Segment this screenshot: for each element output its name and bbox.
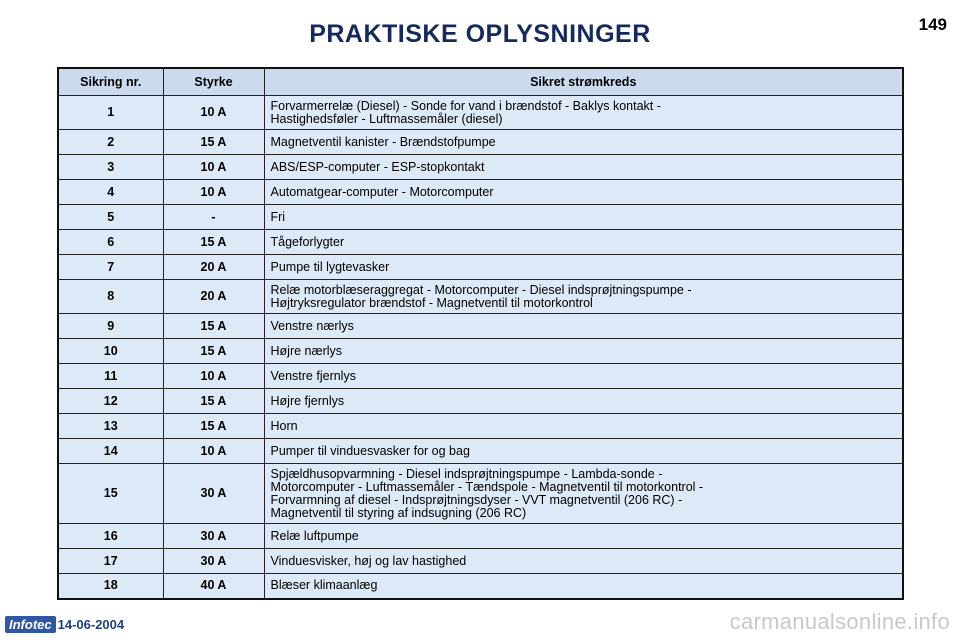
fuse-number-cell: 14 [58,439,163,464]
table-row [58,414,903,439]
circuit-cell [264,439,903,464]
fuse-number-cell: 3 [58,155,163,180]
table-row [58,180,903,205]
table-row [58,439,903,464]
fuse-number-cell: 4 [58,180,163,205]
circuit-cell [264,280,903,314]
circuit-cell [264,205,903,230]
circuit-line: Motorcomputer - Luftmassemåler - Tændspole - Magnetventil til motorkontrol - [270,479,704,494]
circuit-line: Højre fjernlys [270,393,345,408]
circuit-line: Relæ luftpumpe [270,528,359,543]
table-row [58,255,903,280]
circuit-line: Venstre fjernlys [270,368,356,383]
circuit-cell [264,130,903,155]
footer-date: 14-06-2004 [57,617,125,632]
fuse-number-cell: 17 [58,549,163,574]
fuse-rating-cell: 15 A [163,339,264,364]
circuit-line: Blæser klimaanlæg [270,578,378,593]
column-header-circuit: Sikret strømkreds [264,68,903,96]
fuse-rating-cell: 30 A [163,464,264,524]
table-row [58,96,903,130]
circuit-line: Venstre nærlys [270,318,354,333]
fuse-rating-cell: 30 A [163,549,264,574]
circuit-line: Relæ motorblæseraggregat - Motorcomputer - Diesel indsprøjtningspumpe - [270,282,692,297]
fuse-number-cell: 5 [58,205,163,230]
circuit-line: Vinduesvisker, høj og lav hastighed [270,553,467,568]
circuit-line: Hastighedsføler - Luftmassemåler (diesel) [270,111,503,126]
circuit-line: Højre nærlys [270,343,343,358]
circuit-line: Magnetventil til styring af indsugning (206 RC) [270,505,527,520]
fuse-number-cell: 18 [58,574,163,599]
circuit-line: Pumper til vinduesvasker for og bag [270,443,470,458]
fuse-table-body [58,96,903,599]
fuse-rating-cell: 20 A [163,255,264,280]
table-row [58,314,903,339]
circuit-line: Forvarmerrelæ (Diesel) - Sonde for vand i brændstof - Baklys kontakt - [270,98,661,113]
circuit-line: Fri [270,209,286,224]
circuit-line: Horn [270,418,298,433]
table-row [58,389,903,414]
circuit-cell [264,464,903,524]
fuse-rating-cell: 10 A [163,155,264,180]
circuit-cell [264,414,903,439]
circuit-cell [264,155,903,180]
fuse-rating-cell: 15 A [163,414,264,439]
table-row [58,155,903,180]
circuit-line: Pumpe til lygtevasker [270,259,390,274]
footer [5,616,124,633]
page-number: 149 [918,15,947,34]
table-row [58,230,903,255]
table-row [58,549,903,574]
fuse-table [57,67,904,600]
watermark: carmanualsonline.info [729,609,950,634]
fuse-number-cell: 15 [58,464,163,524]
circuit-cell [264,549,903,574]
column-header-fuse-number: Sikring nr. [58,68,163,96]
circuit-line: Forvarmning af diesel - Indsprøjtningsdyser - VVT magnetventil (206 RC) - [270,492,683,507]
circuit-cell [264,314,903,339]
fuse-number-cell: 2 [58,130,163,155]
table-row [58,339,903,364]
fuse-number-cell: 11 [58,364,163,389]
circuit-line: Tågeforlygter [270,234,345,249]
fuse-rating-cell: 30 A [163,524,264,549]
column-header-rating: Styrke [163,68,264,96]
circuit-cell [264,364,903,389]
fuse-rating-cell: 15 A [163,130,264,155]
circuit-line: Spjældhusopvarmning - Diesel indsprøjtningspumpe - Lambda-sonde - [270,466,663,481]
circuit-cell [264,96,903,130]
table-row [58,130,903,155]
fuse-number-cell: 9 [58,314,163,339]
circuit-cell [264,180,903,205]
circuit-cell [264,389,903,414]
fuse-rating-cell: 10 A [163,439,264,464]
circuit-line: Automatgear-computer - Motorcomputer [270,184,494,199]
fuse-number-cell: 1 [58,96,163,130]
fuse-rating-cell: 15 A [163,314,264,339]
fuse-number-cell: 8 [58,280,163,314]
table-row [58,524,903,549]
table-row [58,464,903,524]
fuse-number-cell: 13 [58,414,163,439]
circuit-cell [264,230,903,255]
fuse-rating-cell: 10 A [163,364,264,389]
fuse-rating-cell: 15 A [163,230,264,255]
fuse-rating-cell: 20 A [163,280,264,314]
infotec-logo: Infotec [5,616,56,633]
fuse-number-cell: 7 [58,255,163,280]
fuse-rating-cell: 40 A [163,574,264,599]
table-row [58,574,903,599]
table-row [58,280,903,314]
circuit-cell [264,255,903,280]
table-header-row [58,68,903,96]
fuse-number-cell: 6 [58,230,163,255]
circuit-cell [264,524,903,549]
page-title: PRAKTISKE OPLYSNINGER [309,20,651,48]
table-row [58,364,903,389]
table-row [58,205,903,230]
fuse-number-cell: 12 [58,389,163,414]
circuit-line: Højtryksregulator brændstof - Magnetventil til motorkontrol [270,295,593,310]
fuse-rating-cell: 10 A [163,180,264,205]
fuse-rating-cell: 15 A [163,389,264,414]
fuse-rating-cell: 10 A [163,96,264,130]
circuit-cell [264,339,903,364]
fuse-rating-cell: - [163,205,264,230]
fuse-number-cell: 10 [58,339,163,364]
circuit-cell [264,574,903,599]
circuit-line: ABS/ESP-computer - ESP-stopkontakt [270,159,485,174]
circuit-line: Magnetventil kanister - Brændstofpumpe [270,134,496,149]
fuse-number-cell: 16 [58,524,163,549]
